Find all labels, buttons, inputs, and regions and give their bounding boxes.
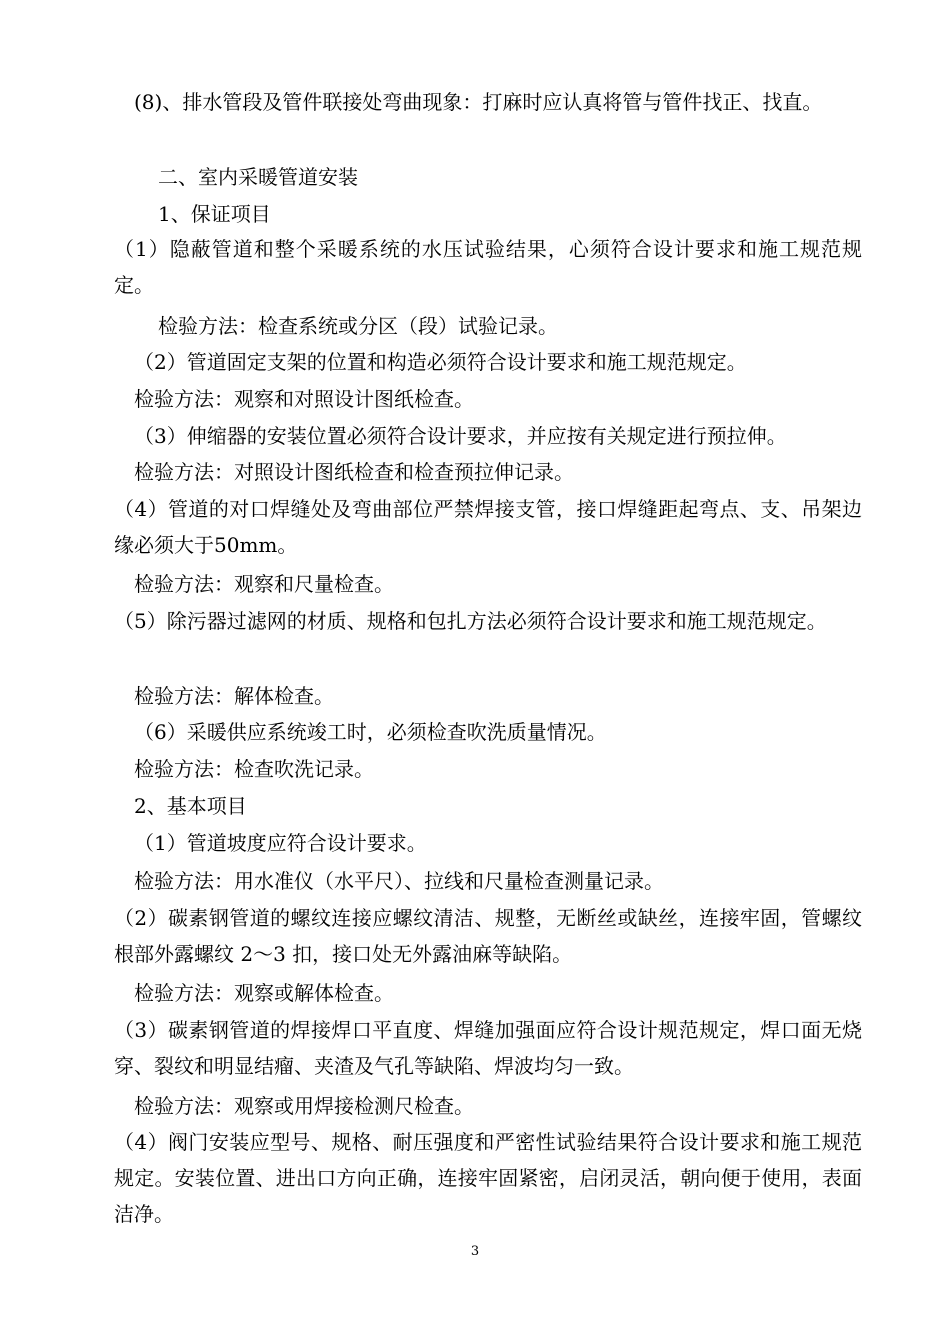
- inspection-method-2: 检验方法：观察和对照设计图纸检查。: [134, 387, 474, 411]
- paragraph-basic-item-2: （2）碳素钢管道的螺纹连接应螺纹清洁、规整，无断丝或缺丝，连接牢固，管螺纹根部外露螺纹 2～3 扣，接口处无外露油麻等缺陷。: [114, 906, 862, 966]
- inspection-method-6: 检验方法：检查吹洗记录。: [134, 757, 374, 781]
- subsection-title-guarantee-items: 1、保证项目: [158, 202, 271, 226]
- section-title-heating-pipe-installation: 二、室内采暖管道安装: [158, 165, 358, 189]
- page-number: 3: [470, 1244, 480, 1259]
- inspection-method-basic-3: 检验方法：观察或用焊接检测尺检查。: [134, 1094, 474, 1118]
- subsection-title-basic-items: 2、基本项目: [134, 794, 247, 818]
- inspection-method-5: 检验方法：解体检查。: [134, 684, 334, 708]
- paragraph-guarantee-item-1: （1）隐蔽管道和整个采暖系统的水压试验结果，心须符合设计要求和施工规范规定。: [114, 237, 862, 297]
- paragraph-guarantee-item-2: （2）管道固定支架的位置和构造必须符合设计要求和施工规范规定。: [134, 350, 747, 374]
- paragraph-basic-item-4: （4）阀门安装应型号、规格、耐压强度和严密性试验结果符合设计要求和施工规范规定。安装位置、进出口方向正确，连接牢固紧密，启闭灵活，朝向便于使用，表面洁净。: [114, 1130, 862, 1226]
- inspection-method-basic-1: 检验方法：用水准仪（水平尺）、拉线和尺量检查测量记录。: [134, 869, 664, 893]
- inspection-method-basic-2: 检验方法：观察或解体检查。: [134, 981, 394, 1005]
- inspection-method-3: 检验方法：对照设计图纸检查和检查预拉伸记录。: [134, 460, 574, 484]
- paragraph-guarantee-item-3: （3）伸缩器的安装位置必须符合设计要求，并应按有关规定进行预拉伸。: [134, 424, 787, 448]
- inspection-method-1: 检验方法：检查系统或分区（段）试验记录。: [158, 314, 558, 338]
- paragraph-basic-item-1: （1）管道坡度应符合设计要求。: [134, 831, 427, 855]
- inspection-method-4: 检验方法：观察和尺量检查。: [134, 572, 394, 596]
- paragraph-basic-item-3: （3）碳素钢管道的焊接焊口平直度、焊缝加强面应符合设计规范规定，焊口面无烧穿、裂纹和明显结瘤、夹渣及气孔等缺陷、焊波均匀一致。: [114, 1018, 862, 1078]
- paragraph-guarantee-item-5: （5）除污器过滤网的材质、规格和包扎方法必须符合设计要求和施工规范规定。: [114, 609, 827, 633]
- paragraph-drain-pipe-bending: (8)、排水管段及管件联接处弯曲现象：打麻时应认真将管与管件找正、找直。: [134, 90, 823, 114]
- paragraph-guarantee-item-6: （6）采暖供应系统竣工时，必须检查吹洗质量情况。: [134, 720, 607, 744]
- paragraph-guarantee-item-4: （4）管道的对口焊缝处及弯曲部位严禁焊接支管，接口焊缝距起弯点、支、吊架边缘必须大于50mm。: [114, 497, 862, 557]
